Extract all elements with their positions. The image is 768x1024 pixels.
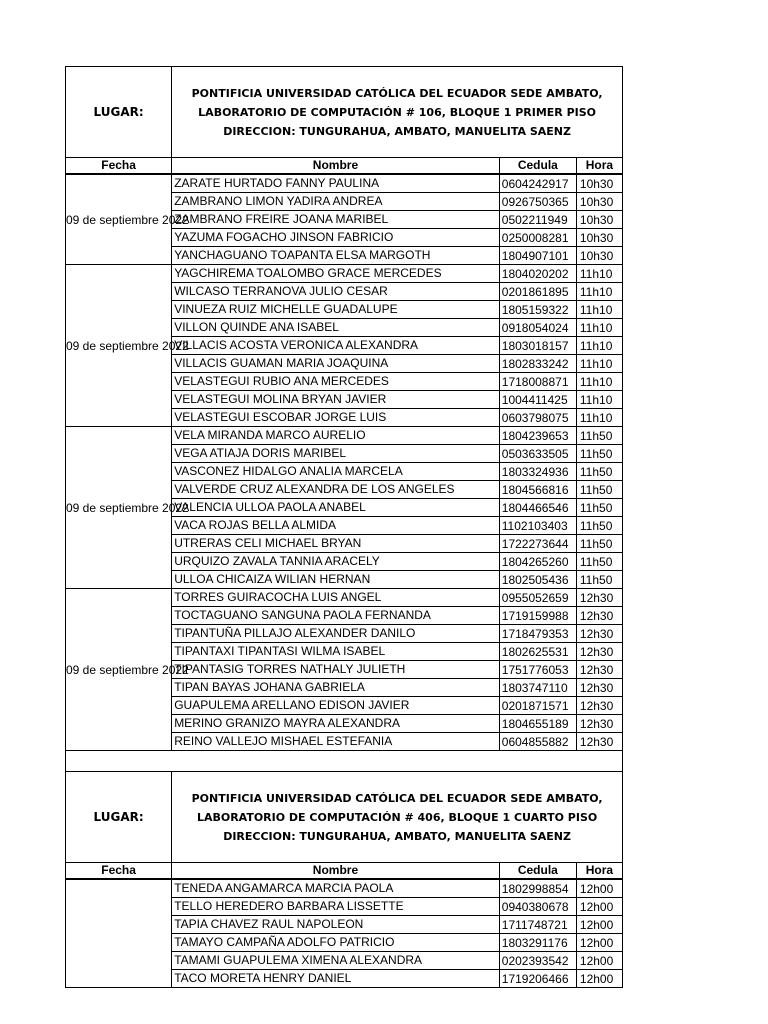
hora-cell: 12h30 — [576, 679, 622, 697]
spacer-cell — [66, 751, 623, 772]
nombre-cell: TAMAYO CAMPAÑA ADOLFO PATRICIO — [172, 934, 500, 952]
cedula-cell: 1802505436 — [499, 571, 576, 589]
nombre-cell: TACO MORETA HENRY DANIEL — [172, 970, 500, 988]
hora-cell: 11h50 — [576, 517, 622, 535]
schedule-table — [65, 66, 623, 988]
nombre-cell: TIPANTAXI TIPANTASI WILMA ISABEL — [172, 643, 500, 661]
nombre-cell: TENEDA ANGAMARCA MARCIA PAOLA — [172, 879, 500, 898]
cedula-cell: 1804265260 — [499, 553, 576, 571]
cedula-cell: 1804239653 — [499, 427, 576, 445]
institution-line: LABORATORIO DE COMPUTACIÓN # 106, BLOQUE 1 PRIMER PISO — [198, 105, 597, 119]
hora-cell: 12h30 — [576, 625, 622, 643]
institution-line: LABORATORIO DE COMPUTACIÓN # 406, BLOQUE 1 CUARTO PISO — [196, 810, 598, 824]
nombre-cell: ULLOA CHICAIZA WILIAN HERNAN — [172, 571, 500, 589]
table-row — [66, 879, 623, 898]
lugar-label: LUGAR: — [66, 772, 172, 863]
nombre-cell: ZAMBRANO LIMON YADIRA ANDREA — [172, 193, 500, 211]
table-row — [66, 589, 623, 607]
hora-cell: 10h30 — [576, 211, 622, 229]
location-row — [66, 67, 623, 158]
nombre-cell: ZAMBRANO FREIRE JOANA MARIBEL — [172, 211, 500, 229]
cedula-cell: 1804655189 — [499, 715, 576, 733]
cedula-cell: 0502211949 — [499, 211, 576, 229]
hora-cell: 12h30 — [576, 697, 622, 715]
hora-cell: 12h30 — [576, 643, 622, 661]
cedula-cell: 0201861895 — [499, 283, 576, 301]
nombre-cell: YANCHAGUANO TOAPANTA ELSA MARGOTH — [172, 247, 500, 265]
cedula-cell: 1718008871 — [499, 373, 576, 391]
cedula-cell: 0918054024 — [499, 319, 576, 337]
cedula-cell: 1804907101 — [499, 247, 576, 265]
hora-cell: 11h10 — [576, 355, 622, 373]
cedula-cell: 1719159988 — [499, 607, 576, 625]
date-cell — [66, 879, 172, 988]
cedula-cell: 0201871571 — [499, 697, 576, 715]
cedula-cell: 1803291176 — [499, 934, 576, 952]
hora-cell: 10h30 — [576, 193, 622, 211]
nombre-cell: VELASTEGUI ESCOBAR JORGE LUIS — [172, 409, 500, 427]
cedula-cell: 0503633505 — [499, 445, 576, 463]
hora-cell: 11h50 — [576, 481, 622, 499]
hora-cell: 12h30 — [576, 589, 622, 607]
hora-cell: 12h00 — [576, 952, 622, 970]
hora-cell: 11h10 — [576, 283, 622, 301]
cedula-cell: 0604242917 — [499, 174, 576, 193]
hora-cell: 11h10 — [576, 373, 622, 391]
cedula-cell: 1004411425 — [499, 391, 576, 409]
cedula-cell: 1722273644 — [499, 535, 576, 553]
hora-cell: 12h00 — [576, 916, 622, 934]
institution-address — [172, 67, 623, 158]
hora-cell: 11h10 — [576, 265, 622, 283]
nombre-cell: VASCONEZ HIDALGO ANALIA MARCELA — [172, 463, 500, 481]
location-row — [66, 772, 623, 863]
cedula-cell: 1718479353 — [499, 625, 576, 643]
hora-cell: 11h50 — [576, 571, 622, 589]
date-cell: 09 de septiembre 2022 — [66, 427, 172, 589]
date-cell: 09 de septiembre 2022 — [66, 589, 172, 751]
hora-cell: 11h50 — [576, 499, 622, 517]
nombre-cell: VELASTEGUI MOLINA BRYAN JAVIER — [172, 391, 500, 409]
cedula-cell: 0940380678 — [499, 898, 576, 916]
cedula-cell: 0250008281 — [499, 229, 576, 247]
nombre-cell: TIPANTASIG TORRES NATHALY JULIETH — [172, 661, 500, 679]
nombre-cell: YAZUMA FOGACHO JINSON FABRICIO — [172, 229, 500, 247]
cedula-cell: 1804566816 — [499, 481, 576, 499]
nombre-cell: URQUIZO ZAVALA TANNIA ARACELY — [172, 553, 500, 571]
cedula-cell: 1803018157 — [499, 337, 576, 355]
table-row — [66, 265, 623, 283]
hora-cell: 11h50 — [576, 427, 622, 445]
hora-cell: 10h30 — [576, 174, 622, 193]
nombre-cell: VINUEZA RUIZ MICHELLE GUADALUPE — [172, 301, 500, 319]
nombre-cell: GUAPULEMA ARELLANO EDISON JAVIER — [172, 697, 500, 715]
nombre-cell: VEGA ATIAJA DORIS MARIBEL — [172, 445, 500, 463]
nombre-cell: VACA ROJAS BELLA ALMIDA — [172, 517, 500, 535]
cedula-cell: 1804466546 — [499, 499, 576, 517]
hora-cell: 11h50 — [576, 553, 622, 571]
table-row — [66, 427, 623, 445]
cedula-cell: 1719206466 — [499, 970, 576, 988]
nombre-cell: TORRES GUIRACOCHA LUIS ANGEL — [172, 589, 500, 607]
cedula-cell: 1102103403 — [499, 517, 576, 535]
nombre-cell: ZARATE HURTADO FANNY PAULINA — [172, 174, 500, 193]
table-row — [66, 174, 623, 193]
nombre-cell: VILLACIS ACOSTA VERONICA ALEXANDRA — [172, 337, 500, 355]
cedula-cell: 1802998854 — [499, 879, 576, 898]
fecha-header: Fecha — [66, 158, 172, 175]
nombre-cell: MERINO GRANIZO MAYRA ALEXANDRA — [172, 715, 500, 733]
hora-cell: 12h30 — [576, 661, 622, 679]
hora-cell: 11h50 — [576, 445, 622, 463]
nombre-header: Nombre — [172, 158, 500, 175]
institution-line: PONTIFICIA UNIVERSIDAD CATÓLICA DEL ECUADOR SEDE AMBATO, — [191, 791, 603, 805]
cedula-cell: 0955052659 — [499, 589, 576, 607]
hora-cell: 12h30 — [576, 733, 622, 751]
hora-header: Hora — [576, 863, 622, 880]
hora-cell: 12h30 — [576, 607, 622, 625]
schedule-body — [66, 67, 623, 988]
nombre-cell: TIPANTUÑA PILLAJO ALEXANDER DANILO — [172, 625, 500, 643]
nombre-cell: TIPAN BAYAS JOHANA GABRIELA — [172, 679, 500, 697]
fecha-header: Fecha — [66, 863, 172, 880]
hora-cell: 11h10 — [576, 301, 622, 319]
section-spacer — [66, 751, 623, 772]
nombre-cell: VALVERDE CRUZ ALEXANDRA DE LOS ANGELES — [172, 481, 500, 499]
cedula-cell: 1751776053 — [499, 661, 576, 679]
hora-cell: 11h10 — [576, 391, 622, 409]
nombre-cell: VILLACIS GUAMAN MARIA JOAQUINA — [172, 355, 500, 373]
nombre-cell: TELLO HEREDERO BARBARA LISSETTE — [172, 898, 500, 916]
nombre-cell: REINO VALLEJO MISHAEL ESTEFANIA — [172, 733, 500, 751]
cedula-cell: 0604855882 — [499, 733, 576, 751]
cedula-cell: 1803747110 — [499, 679, 576, 697]
cedula-cell: 0603798075 — [499, 409, 576, 427]
institution-address — [172, 772, 623, 863]
cedula-cell: 0202393542 — [499, 952, 576, 970]
cedula-header: Cedula — [499, 863, 576, 880]
hora-cell: 12h00 — [576, 970, 622, 988]
hora-cell: 11h50 — [576, 535, 622, 553]
hora-cell: 12h30 — [576, 715, 622, 733]
nombre-cell: TAPIA CHAVEZ RAUL NAPOLEON — [172, 916, 500, 934]
cedula-cell: 1711748721 — [499, 916, 576, 934]
header-row — [66, 863, 623, 880]
hora-cell: 12h00 — [576, 879, 622, 898]
date-cell: 09 de septiembre 2022 — [66, 174, 172, 265]
date-cell: 09 de septiembre 2022 — [66, 265, 172, 427]
nombre-cell: UTRERAS CELI MICHAEL BRYAN — [172, 535, 500, 553]
hora-cell: 10h30 — [576, 247, 622, 265]
cedula-cell: 0926750365 — [499, 193, 576, 211]
nombre-cell: VILLON QUINDE ANA ISABEL — [172, 319, 500, 337]
nombre-cell: TAMAMI GUAPULEMA XIMENA ALEXANDRA — [172, 952, 500, 970]
hora-cell: 11h10 — [576, 337, 622, 355]
nombre-cell: YAGCHIREMA TOALOMBO GRACE MERCEDES — [172, 265, 500, 283]
institution-line: PONTIFICIA UNIVERSIDAD CATÓLICA DEL ECUADOR SEDE AMBATO, — [191, 86, 603, 100]
hora-cell: 11h50 — [576, 463, 622, 481]
cedula-cell: 1804020202 — [499, 265, 576, 283]
cedula-cell: 1802625531 — [499, 643, 576, 661]
hora-header: Hora — [576, 158, 622, 175]
cedula-cell: 1805159322 — [499, 301, 576, 319]
cedula-cell: 1803324936 — [499, 463, 576, 481]
nombre-header: Nombre — [172, 863, 500, 880]
institution-line: DIRECCION: TUNGURAHUA, AMBATO, MANUELITA SAENZ — [223, 124, 571, 138]
hora-cell: 10h30 — [576, 229, 622, 247]
header-row — [66, 158, 623, 175]
nombre-cell: VELASTEGUI RUBIO ANA MERCEDES — [172, 373, 500, 391]
nombre-cell: WILCASO TERRANOVA JULIO CESAR — [172, 283, 500, 301]
nombre-cell: TOCTAGUANO SANGUNA PAOLA FERNANDA — [172, 607, 500, 625]
cedula-header: Cedula — [499, 158, 576, 175]
hora-cell: 11h10 — [576, 409, 622, 427]
nombre-cell: VALENCIA ULLOA PAOLA ANABEL — [172, 499, 500, 517]
cedula-cell: 1802833242 — [499, 355, 576, 373]
lugar-label: LUGAR: — [66, 67, 172, 158]
institution-line: DIRECCION: TUNGURAHUA, AMBATO, MANUELITA SAENZ — [223, 829, 571, 843]
hora-cell: 12h00 — [576, 934, 622, 952]
nombre-cell: VELA MIRANDA MARCO AURELIO — [172, 427, 500, 445]
hora-cell: 12h00 — [576, 898, 622, 916]
hora-cell: 11h10 — [576, 319, 622, 337]
